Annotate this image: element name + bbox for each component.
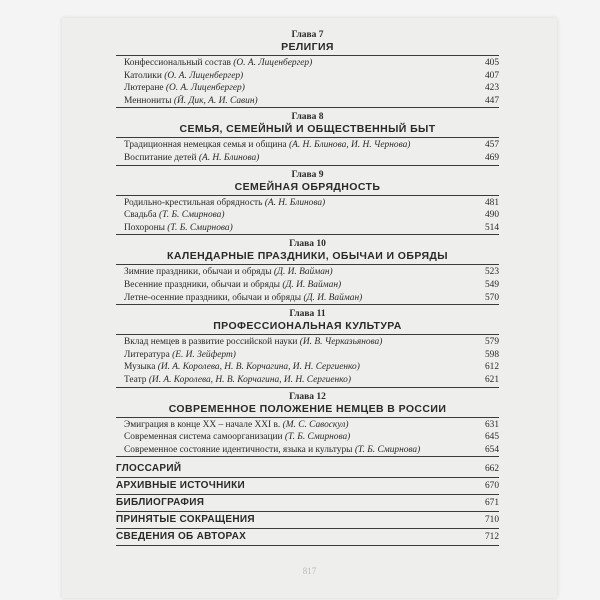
toc-entry <box>116 361 499 374</box>
section-page: 710 <box>484 515 499 526</box>
entry-authors: (Д. И. Вайман) <box>282 279 342 290</box>
entry-authors: (Д. И. Вайман) <box>303 292 363 303</box>
entry-authors: (А. Н. Блинова) <box>198 152 260 163</box>
section-title: БИБЛИОГРАФИЯ <box>116 497 205 509</box>
entry-authors: (М. С. Савоскул) <box>282 419 349 430</box>
toc-entry <box>116 139 499 152</box>
entry-title: Театр <box>124 374 147 385</box>
toc-entry <box>116 279 499 292</box>
entry-title: Литература <box>124 349 170 360</box>
entry-page: 598 <box>484 349 499 360</box>
section-page: 662 <box>484 464 499 475</box>
entry-title: Католики <box>124 70 162 81</box>
chapter-9 <box>116 169 499 236</box>
chapter-number: Глава 12 <box>289 391 326 402</box>
entry-title: Зимние праздники, обычаи и обряды <box>124 267 272 278</box>
entry-page: 631 <box>484 419 499 430</box>
entry-page: 447 <box>484 95 499 106</box>
entry-page: 481 <box>484 197 499 208</box>
entry-title: Меннониты <box>124 95 172 106</box>
chapter-8 <box>116 111 499 165</box>
entry-authors: (Й. Дик, А. И. Савин) <box>173 95 258 106</box>
entry-title: Эмиграция в конце XX – начале XXI в. <box>124 419 281 430</box>
chapter-number: Глава 9 <box>291 169 324 180</box>
chapter-12 <box>116 391 499 458</box>
entry-page: 621 <box>484 374 499 385</box>
entry-authors: (О. А. Лиценбергер) <box>164 70 244 81</box>
section-title: ГЛОССАРИЙ <box>116 463 182 475</box>
toc-entry <box>116 82 499 95</box>
book-page <box>62 18 557 598</box>
entry-title: Лютеране <box>124 83 164 94</box>
toc-entry <box>116 349 499 362</box>
entry-authors: (А. Н. Блинова) <box>264 197 326 208</box>
entry-page: 514 <box>484 222 499 233</box>
entry-authors: (Т. Б. Смирнова) <box>167 222 233 233</box>
entry-authors: (Т. Б. Смирнова) <box>159 210 225 221</box>
entry-page: 612 <box>484 362 499 373</box>
toc-entry <box>116 152 499 166</box>
entry-title: Воспитание детей <box>124 152 197 163</box>
chapter-title: СЕМЕЙНАЯ ОБРЯДНОСТЬ <box>116 181 499 196</box>
entry-authors: (Т. Б. Смирнова) <box>284 432 351 443</box>
section-bibliography <box>116 495 499 512</box>
toc-entry <box>116 292 499 306</box>
toc-entry <box>116 266 499 279</box>
chapter-10 <box>116 238 499 305</box>
section-title: АРХИВНЫЕ ИСТОЧНИКИ <box>116 480 245 492</box>
chapter-title: СОВРЕМЕННОЕ ПОЛОЖЕНИЕ НЕМЦЕВ В РОССИИ <box>116 403 499 418</box>
chapter-11 <box>116 308 499 387</box>
section-title: СВЕДЕНИЯ ОБ АВТОРАХ <box>116 531 247 543</box>
entry-title: Современное состояние идентичности, языка и культуры <box>124 444 353 455</box>
section-abbreviations <box>116 512 499 529</box>
chapter-title: ПРОФЕССИОНАЛЬНАЯ КУЛЬТУРА <box>116 320 499 335</box>
entry-authors: (Т. Б. Смирнова) <box>354 444 421 455</box>
entry-page: 570 <box>484 292 499 303</box>
entry-title: Музыка <box>124 362 156 373</box>
entry-authors: (И. В. Черказьянова) <box>299 337 383 348</box>
table-of-contents <box>116 29 499 546</box>
entry-page: 490 <box>484 210 499 221</box>
entry-authors: (О. А. Лиценбергер) <box>233 58 313 68</box>
entry-authors: (Е. И. Зейферт) <box>172 349 236 360</box>
entry-page: 423 <box>484 83 499 94</box>
toc-entry <box>116 374 499 388</box>
entry-title: Родильно-крестильная обрядность <box>124 197 263 208</box>
toc-entry <box>116 209 499 222</box>
section-page: 712 <box>484 532 499 543</box>
section-archival-sources <box>116 478 499 495</box>
chapter-7 <box>116 29 499 108</box>
entry-title: Весенние праздники, обычаи и обряды <box>124 279 280 290</box>
toc-entry <box>116 222 499 236</box>
section-authors <box>116 529 499 546</box>
entry-page: 523 <box>484 267 499 278</box>
entry-page: 654 <box>484 444 499 455</box>
entry-title: Похороны <box>124 222 165 233</box>
entry-title: Вклад немцев в развитие российской науки <box>124 337 298 348</box>
section-page: 670 <box>484 481 499 492</box>
toc-entry <box>116 336 499 349</box>
entry-title: Летне-осенние праздники, обычаи и обряды <box>124 292 302 303</box>
chapter-title: СЕМЬЯ, СЕМЕЙНЫЙ И ОБЩЕСТВЕННЫЙ БЫТ <box>116 123 499 138</box>
entry-page: 407 <box>484 70 499 81</box>
section-page: 671 <box>484 498 499 509</box>
entry-page: 579 <box>484 337 499 348</box>
page-footer-number: 817 <box>302 566 317 576</box>
toc-entry <box>116 197 499 210</box>
entry-title: Конфессиональный состав <box>124 58 231 68</box>
entry-page: 645 <box>484 432 499 443</box>
chapter-number: Глава 8 <box>291 112 324 123</box>
toc-entry <box>116 70 499 83</box>
entry-page: 549 <box>484 279 499 290</box>
entry-page: 405 <box>484 58 499 68</box>
entry-authors: (Д. И. Вайман) <box>273 267 333 278</box>
entry-page: 457 <box>484 140 499 151</box>
toc-entry <box>116 444 499 458</box>
toc-entry <box>116 95 499 109</box>
entry-authors: (А. Н. Блинова, И. Н. Чернова) <box>288 140 411 151</box>
back-matter <box>116 461 499 546</box>
entry-authors: (О. А. Лиценбергер) <box>165 83 245 94</box>
entry-title: Современная система самоорганизации <box>124 432 283 443</box>
section-title: ПРИНЯТЫЕ СОКРАЩЕНИЯ <box>116 514 255 526</box>
entry-title: Свадьба <box>124 210 157 221</box>
entry-authors: (И. А. Королева, Н. В. Корчагина, И. Н. Сергиенко) <box>148 374 351 385</box>
chapter-number: Глава 11 <box>289 309 326 320</box>
chapter-title: КАЛЕНДАРНЫЕ ПРАЗДНИКИ, ОБЫЧАИ И ОБРЯДЫ <box>116 250 499 265</box>
chapter-number: Глава 7 <box>291 30 324 40</box>
chapter-title: РЕЛИГИЯ <box>116 41 499 56</box>
toc-entry <box>116 431 499 444</box>
chapter-number: Глава 10 <box>289 239 326 250</box>
entry-authors: (И. А. Королева, Н. В. Корчагина, И. Н. Сергиенко) <box>157 362 360 373</box>
toc-entry <box>116 419 499 432</box>
toc-entry <box>116 57 499 70</box>
section-glossary <box>116 461 499 478</box>
entry-page: 469 <box>484 152 499 163</box>
entry-title: Традиционная немецкая семья и община <box>124 140 287 151</box>
